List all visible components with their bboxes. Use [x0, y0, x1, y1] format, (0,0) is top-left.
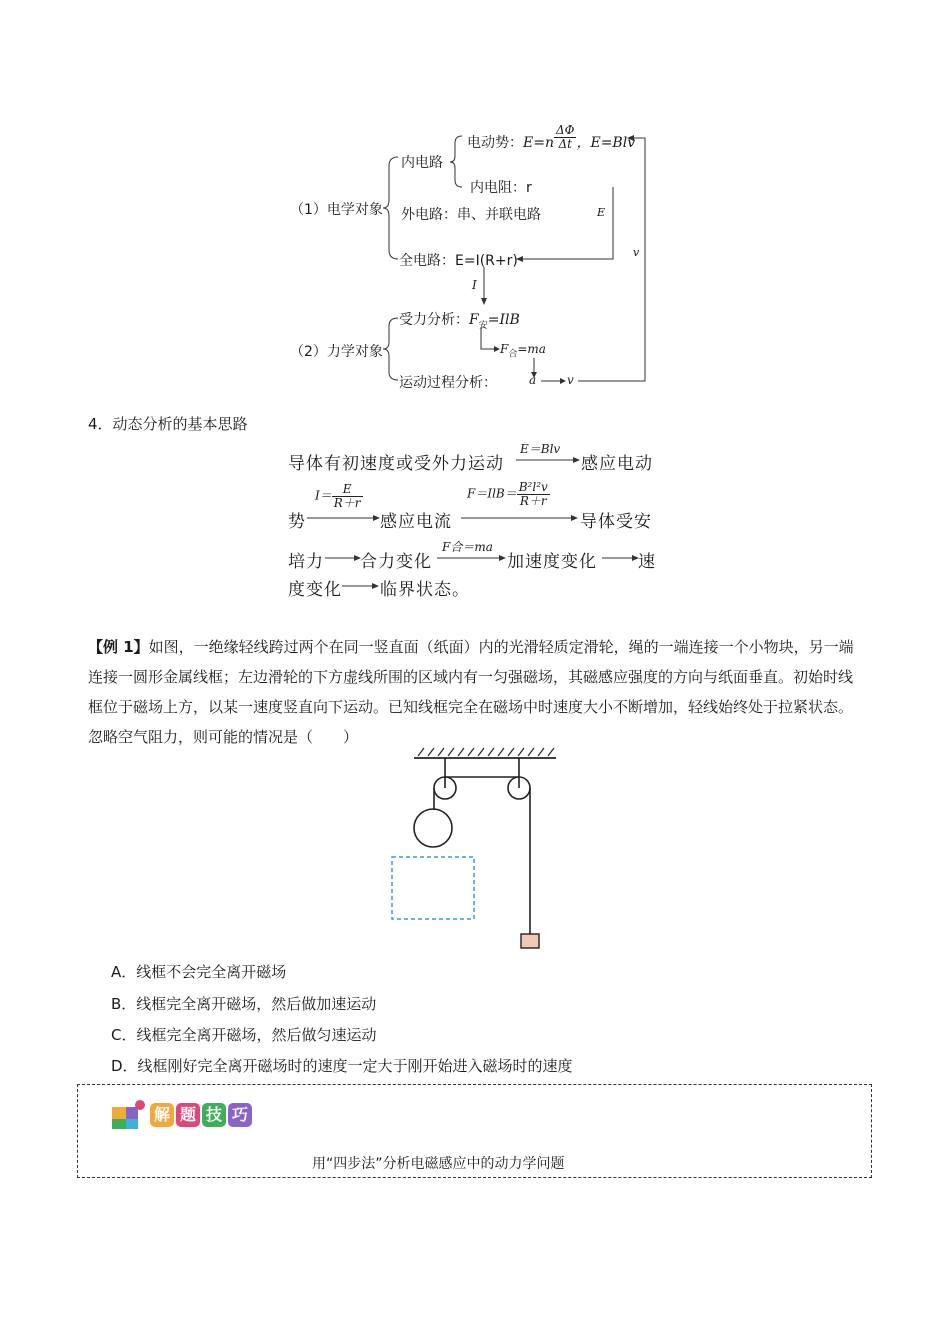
- flow-line2-arrow1-pre: I＝: [315, 488, 332, 503]
- flow-line2-arrow1-num: E: [332, 483, 363, 497]
- flow-line3-mid: 合力变化: [360, 552, 432, 572]
- badge-char-1: 解: [150, 1103, 174, 1127]
- flow-line4-end: 临界状态。: [380, 580, 470, 600]
- emf-frac-den: Δt: [558, 136, 572, 151]
- badge-char-2: 题: [176, 1103, 200, 1127]
- motion-analysis-label: 运动过程分析：: [399, 375, 497, 391]
- motion-v: v: [567, 373, 574, 387]
- flow-line1-start: 导体有初速度或受外力运动: [288, 454, 504, 474]
- option-d: D．线框刚好完全离开磁场时的速度一定大于刚开始进入磁场时的速度: [111, 1057, 573, 1075]
- ceiling-hatch: [418, 748, 554, 756]
- outer-circuit-label: 外电路：串、并联电路: [401, 207, 541, 223]
- flow-line3-end: 速: [638, 552, 656, 572]
- small-block: [521, 934, 539, 948]
- flow-line3-start: 培力: [288, 552, 324, 572]
- flow-line1-arrow-label: E＝Blv: [520, 442, 561, 456]
- flow-line3-arrow-label: F合＝ma: [442, 540, 493, 554]
- flow-line2-arrow2-num: B²l²v: [518, 480, 548, 494]
- arrow-label-v: v: [633, 246, 640, 259]
- flow-line2-end: 导体受安: [580, 512, 652, 532]
- emf-formula-post: ，E=Blv: [576, 135, 636, 152]
- emf-frac-num: ΔΦ: [555, 123, 575, 137]
- flow-line1-end: 感应电动: [581, 454, 653, 474]
- tips-box: [77, 1084, 872, 1178]
- flow-line2-arrow2-pre: F＝IlB＝: [467, 486, 517, 501]
- badge-char-3: 技: [202, 1103, 226, 1127]
- magnetic-field-region: [392, 857, 474, 919]
- force-analysis-label: 受力分析：: [399, 312, 469, 328]
- arrow-label-e: E: [597, 206, 606, 219]
- force-formula-f: F: [469, 312, 479, 328]
- example-text: 如图，一绝缘轻线跨过两个在同一竖直面（纸面）内的光滑轻质定滑轮，绳的一端连接一个小物块，另一端连接一圆形金属线框；左边滑轮的下方虚线所围的区域内有一匀强磁场，其磁感应强度的方向与纸面垂直。初始时线框位于磁场上方，以某一速度竖直向下运动。已知线框完全在磁场中时速度大小不断增加，轻线始终处于拉紧状态。忽略空气阻力，则可能的情况是（ ）: [88, 638, 854, 746]
- option-b: B．线框完全离开磁场，然后做加速运动: [111, 995, 377, 1013]
- arrow-label-i: I: [472, 278, 477, 292]
- full-circuit-label: 全电路：E=I(R+r): [399, 253, 518, 269]
- inner-circuit-label: 内电路: [401, 155, 443, 171]
- example-tag: 【例 1】: [88, 638, 149, 656]
- flow-line2-arrow1-den: R＋r: [333, 495, 361, 510]
- flow-line2-arrow2-den: R＋r: [519, 493, 547, 508]
- newton-sub: 合: [508, 349, 518, 360]
- badge-char-4: 巧: [228, 1103, 252, 1127]
- section4-heading: 4．动态分析的基本思路: [88, 415, 248, 433]
- option-a: A．线框不会完全离开磁场: [111, 963, 287, 981]
- force-formula-sub: 安: [478, 320, 488, 331]
- emf-formula-pre: E=n: [523, 135, 554, 152]
- metal-loop: [414, 809, 452, 847]
- newton-f: F: [500, 342, 509, 356]
- flow-line2-start: 势: [288, 512, 306, 532]
- flow-line4-start: 度变化: [288, 580, 342, 600]
- option-c: C．线框完全离开磁场，然后做匀速运动: [111, 1026, 377, 1044]
- flow-line3-mid2: 加速度变化: [507, 552, 597, 572]
- tips-content: 用“四步法”分析电磁感应中的动力学问题: [312, 1156, 565, 1172]
- newton-rest: =ma: [517, 342, 546, 356]
- puzzle-icon: [110, 1099, 150, 1131]
- flow-line2-mid: 感应电流: [380, 512, 452, 532]
- emf-label: 电动势：: [467, 135, 523, 152]
- electric-object-label: （1）电学对象: [290, 202, 383, 218]
- tips-badge: [110, 1099, 254, 1131]
- motion-a: a: [529, 373, 537, 387]
- force-formula-rest: =IlB: [487, 312, 520, 328]
- inner-resistance-label: 内电阻：r: [470, 180, 532, 196]
- mechanics-object-label: （2）力学对象: [290, 344, 383, 360]
